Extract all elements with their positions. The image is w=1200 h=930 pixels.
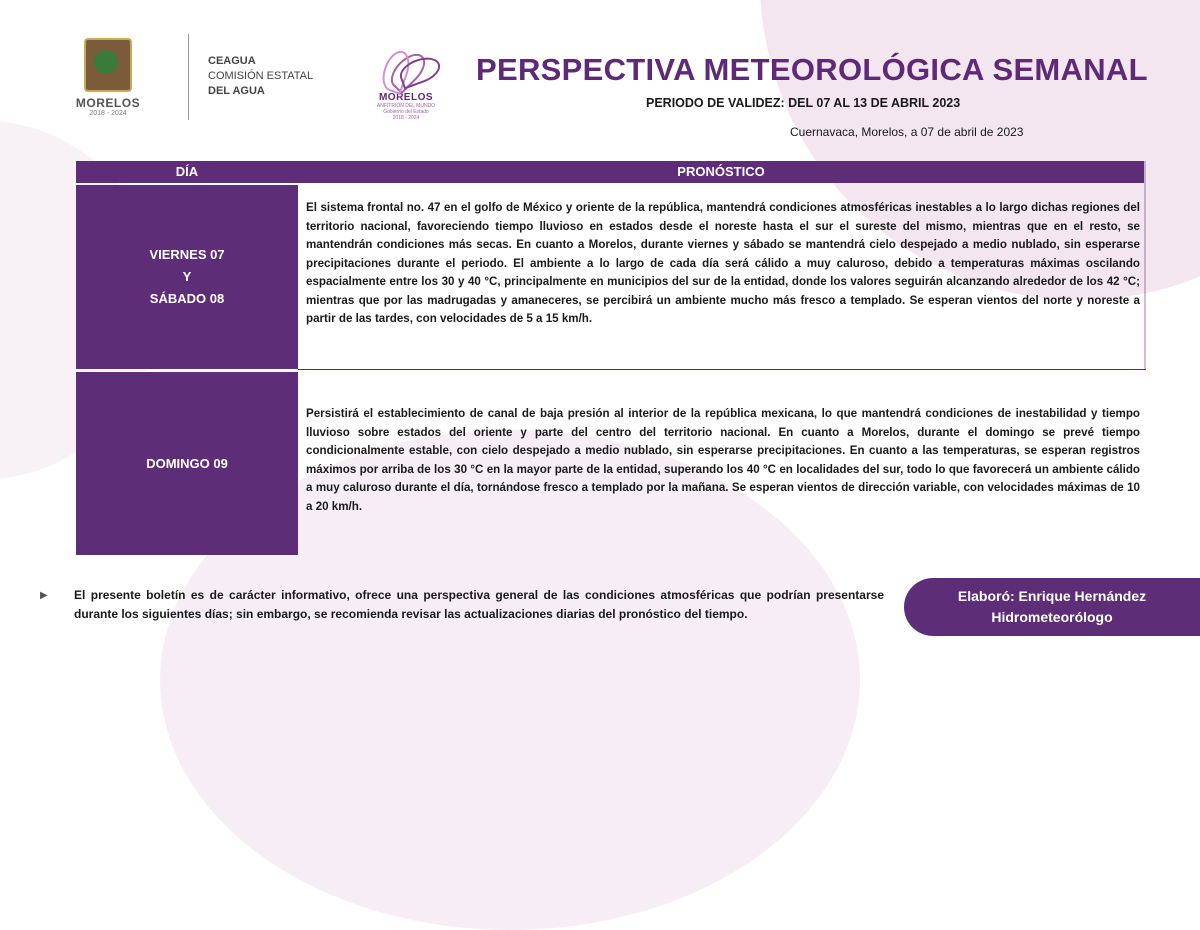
forecast-text-friday-saturday: El sistema frontal no. 47 en el golfo de México y oriente de la república, mantendrá condiciones atmosféricas inestables a lo largo dichas regiones del territorio nacional, favoreciendo tiempo lluvioso en estados desde el noreste hasta el sur el sureste del mismo, mientras que en el resto, se mantendrán condiciones más secas. En cuanto a Morelos, durante viernes y sábado se mantendrá cielo despejado a medio nublado, sin esperarse precipitaciones durante el periodo. El ambiente a lo largo de cada día será cálido a muy caluroso, debido a temperaturas máximas oscilando espacialmente entre los 30 y 40 °C, principalmente en municipios del sur de la entidad, donde los valores seguirán alcanzando alrededor de los 42 °C; mientras que por las madrugadas y amaneceres, se percibirá un ambiente mucho más fresco a templado. Se esperan vientos del norte y noreste a partir de las tardes, con velocidades de 5 a 15 km/h. <box>306 201 1140 325</box>
day-label: VIERNES 07 <box>149 247 225 262</box>
ceagua-name: CEAGUA <box>208 55 256 67</box>
author-badge <box>904 578 1200 636</box>
page-title: PERSPECTIVA METEOROLÓGICA SEMANAL <box>476 52 1148 87</box>
brand-sub: Gobierno del Estado <box>383 109 429 115</box>
ceagua-logo <box>208 54 313 99</box>
column-header-day: DÍA <box>76 161 298 183</box>
table-edge <box>1144 161 1146 369</box>
ceagua-line3: DEL AGUA <box>208 85 265 97</box>
forecast-text-sunday: Persistirá el establecimiento de canal de baja presión al interior de la república mexicana, lo que mantendrá condiciones de inestabilidad y tiempo lluvioso sobre estados del oriente y parte del centro del territorio nacional. En cuanto a Morelos, durante el domingo se prevé tiempo condicionalmente estable, con cielo despejado a medio nublado, sin esperarse precipitaciones. En cuanto a las temperaturas, se esperan registros máximos por arriba de los 30 °C en la mayor parte de la entidad, superando los 40 °C en localidades del sur, todo lo que favorecerá un ambiente cálido a muy caluroso durante el día, tornándose fresco a templado por la mañana. Se esperan vientos de dirección variable, con velocidades máximas de 10 a 20 km/h. <box>306 407 1140 513</box>
logo-years: 2018 - 2024 <box>89 110 127 117</box>
day-label: DOMINGO 09 <box>146 455 228 471</box>
author-role: Hidrometeorólogo <box>991 609 1113 625</box>
disclaimer-note: El presente boletín es de carácter informativo, ofrece una perspectiva general de las condiciones atmosféricas que podrían presentarse durante los siguientes días; sin embargo, se recomienda revisar las actualizaciones diarias del pronóstico del tiempo. <box>74 588 884 621</box>
author-name: Elaboró: Enrique Hernández <box>957 588 1147 604</box>
day-cell-sunday <box>76 371 298 555</box>
day-label: SÁBADO 08 <box>149 291 225 306</box>
logo-divider <box>188 34 189 120</box>
place-date: Cuernavaca, Morelos, a 07 de abril de 2023 <box>790 125 1024 139</box>
flower-icon <box>376 40 436 92</box>
ceagua-line2: COMISIÓN ESTATAL <box>208 70 314 82</box>
day-cell-friday-saturday <box>76 185 298 369</box>
bullet-arrow-icon: ▶ <box>40 590 48 601</box>
morelos-brand-logo <box>368 40 444 121</box>
column-header-forecast: PRONÓSTICO <box>298 161 1144 183</box>
row-divider <box>298 369 1146 370</box>
validity-period: PERIODO DE VALIDEZ: DEL 07 AL 13 DE ABRIL 2023 <box>646 96 961 110</box>
state-shield-icon <box>84 38 132 92</box>
logo-label: MORELOS <box>75 96 141 110</box>
morelos-state-logo <box>68 38 148 117</box>
brand-years: 2018 - 2024 <box>392 115 420 121</box>
brand-name: MORELOS <box>378 92 434 103</box>
day-connector: Y <box>182 269 192 284</box>
brand-tagline: ANFITRIÓN DEL MUNDO <box>376 103 436 109</box>
